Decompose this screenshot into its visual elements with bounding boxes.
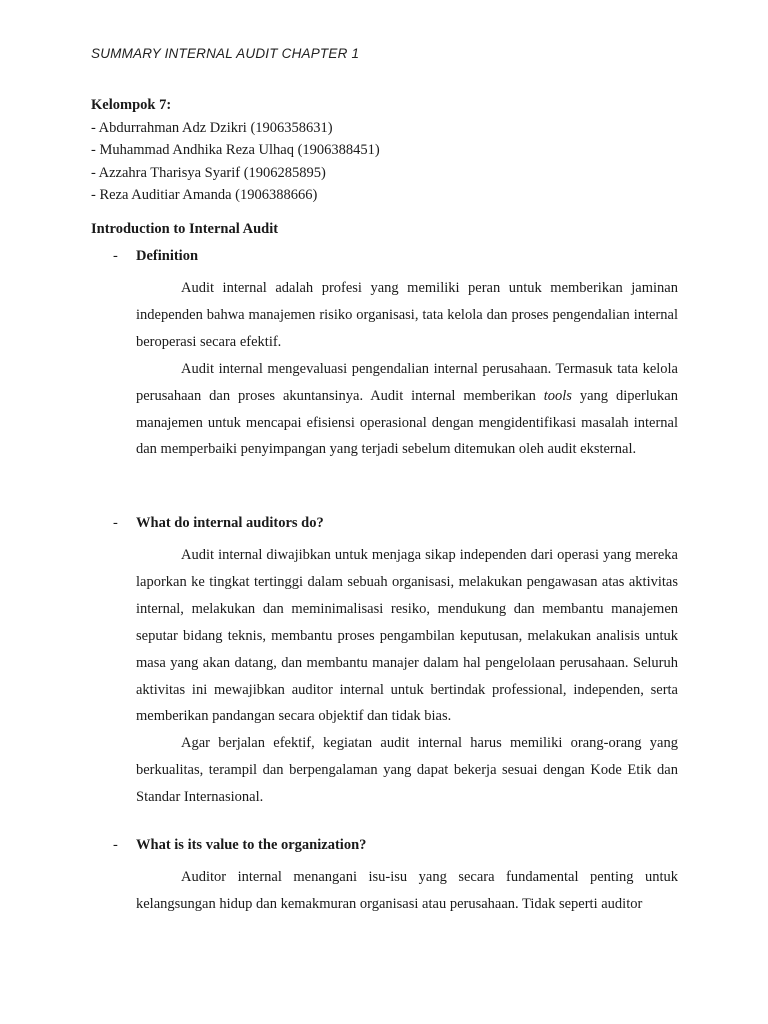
bullet-dash: - (113, 248, 118, 264)
document-header: SUMMARY INTERNAL AUDIT CHAPTER 1 (91, 46, 360, 61)
group-member: - Abdurrahman Adz Dzikri (1906358631) (91, 119, 333, 136)
item-body (136, 275, 678, 463)
item-body (136, 864, 678, 918)
group-title: Kelompok 7: (91, 97, 172, 113)
item-body (136, 542, 678, 811)
bullet-dash: - (113, 837, 118, 853)
item-heading: Definition (136, 248, 199, 264)
item-heading: What is its value to the organization? (136, 837, 367, 853)
paragraph: Audit internal mengevaluasi pengendalian internal perusahaan. Termasuk tata kelola perusahaan dan proses akuntansinya. Audit internal memberikan tools yang diperlukan manajemen untuk mencapai efisiensi operasional dengan mengidentifikasi masalah internal dan memperbaiki penyimpangan yang terjadi sebelum ditemukan oleh audit eksternal. (136, 360, 678, 458)
group-member: - Muhammad Andhika Reza Ulhaq (1906388451) (91, 142, 380, 158)
group-member: - Azzahra Tharisya Syarif (1906285895) (91, 164, 326, 181)
paragraph: Agar berjalan efektif, kegiatan audit internal harus memiliki orang-orang yang berkualitas, terampil dan berpengalaman yang dapat bekerja sesuai dengan Kode Etik dan Standar Internasional. (136, 735, 678, 806)
item-heading: What do internal auditors do? (136, 515, 324, 531)
group-block (91, 94, 380, 207)
section-title: Introduction to Internal Audit (91, 221, 279, 237)
paragraph: Audit internal adalah profesi yang memiliki peran untuk memberikan jaminan independen bahwa manajemen risiko organisasi, tata kelola dan proses pengendalian internal beroperasi secara efektif. (136, 280, 678, 350)
paragraph: Audit internal diwajibkan untuk menjaga sikap independen dari operasi yang mereka laporkan ke tingkat tertinggi dalam sebuah organisasi, melakukan pengawasan atas aktivitas internal, melakukan dan meminimalisasi resiko, mendukung dan membantu manajemen seputar bidang teknis, membantu proses pengambilan keputusan, melakukan analisis untuk masa yang akan datang, dan membantu manajer dalam hal pengelolaan perusahaan. Seluruh aktivitas ini mewajibkan auditor internal untuk bertindak professional, independen, serta memberikan pandangan secara objektif dan tidak bias. (136, 547, 678, 725)
paragraph: Auditor internal menangani isu-isu yang secara fundamental penting untuk kelangsungan hidup dan kemakmuran organisasi atau perusahaan. Tidak seperti auditor (136, 869, 678, 912)
bullet-dash: - (113, 515, 118, 531)
italic-term: tools (543, 387, 572, 404)
group-member: - Reza Auditiar Amanda (1906388666) (91, 187, 318, 203)
